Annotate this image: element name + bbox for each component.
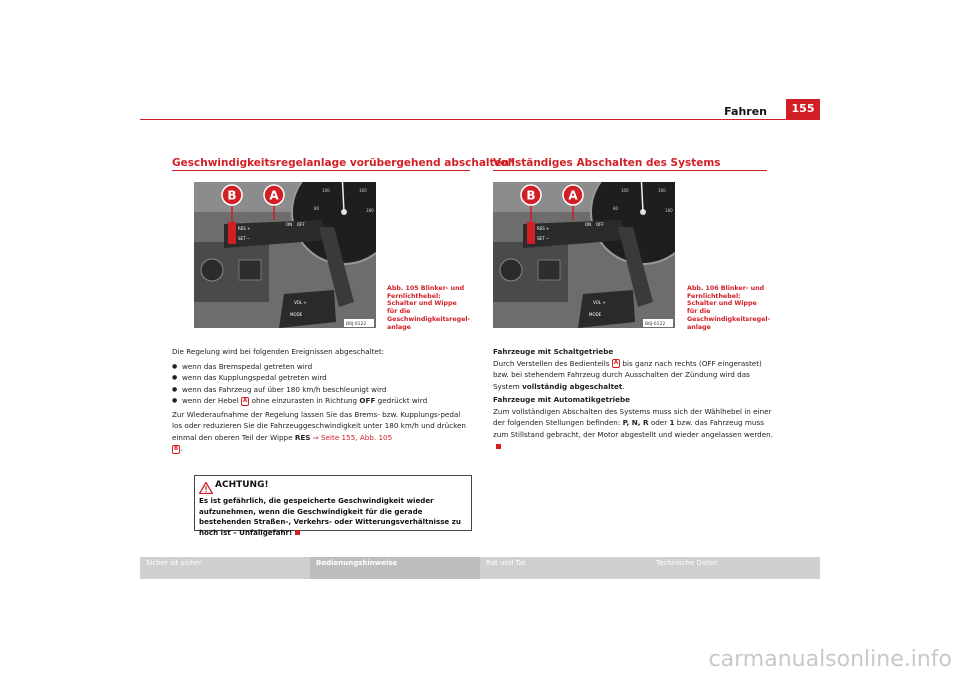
fig105-on: ON [286, 222, 293, 227]
svg-text:180: 180 [366, 208, 374, 213]
svg-text:80: 80 [613, 206, 619, 211]
fig105-vol: VOL + [294, 300, 307, 305]
p1-end: . [622, 381, 625, 391]
warning-title: ACHTUNG! [215, 480, 269, 490]
header-title: Fahren [724, 105, 767, 118]
fig106-label-a: A [568, 188, 578, 203]
fig105-set: SET − [238, 236, 251, 241]
svg-text:160: 160 [658, 188, 666, 193]
fig106-res: RES + [537, 226, 550, 231]
right-body [493, 346, 773, 452]
p2-a: Zum vollständigen Abschalten des Systems muss sich der Wählhebel in einer der folgenden Stellungen befinden: [493, 406, 772, 427]
key-a-badge: A [613, 360, 619, 366]
svg-text:100: 100 [621, 188, 629, 193]
page-number: 155 [786, 99, 820, 119]
key-a-badge: A [243, 397, 248, 404]
bullet4-off: OFF [359, 396, 376, 405]
p2-b: oder [650, 418, 668, 427]
heading-automatic-transmission: Fahrzeuge mit Automatikgetriebe [493, 395, 631, 404]
bullet4-a: wenn der Hebel [182, 396, 239, 405]
figure-106 [493, 182, 675, 328]
fig106-vol: VOL + [593, 300, 606, 305]
bullet4-b: ohne einzurasten in Richtung [251, 396, 358, 405]
fig106-set: SET − [537, 236, 550, 241]
warning-box [194, 475, 472, 537]
svg-text:100: 100 [322, 188, 330, 193]
svg-text:160: 160 [359, 188, 367, 193]
heading-manual-transmission: Fahrzeuge mit Schaltgetriebe [493, 347, 614, 356]
figure-105 [194, 182, 376, 328]
para-a: Zur Wiederaufnahme der Regelung lassen Sie das Brems- bzw. Kupplungs-pedal los oder reduzieren Sie die Fahrzeuggeschwindigkeit unter 180 km/h und drücken einmal den oberen Teil der Wippe [172, 409, 466, 442]
fig106-off: OFF [596, 222, 604, 227]
header-rule [140, 119, 820, 120]
p1-bold: vollständig abgeschaltet [522, 381, 623, 391]
fig106-on: ON [585, 222, 592, 227]
fig105-off: OFF [297, 222, 305, 227]
fig105-code: B6J-0122 [346, 322, 367, 327]
fig105-res: RES + [238, 226, 251, 231]
fig105-label-a: A [269, 188, 279, 203]
section-rule-right [493, 170, 767, 171]
p2-c: bzw. das Fahrzeug muss zum Stillstand gebracht, der Motor abgestellt und wieder angelassen werden. [493, 418, 773, 439]
p1-a: Durch Verstellen des Bedienteils [493, 358, 610, 368]
fig105-mode: MODE [290, 312, 303, 317]
page-reference-link[interactable]: ⇒ Seite 155, Abb. 105 [312, 432, 393, 442]
list-item: ● wenn das Bremspedal getreten wird [172, 361, 470, 373]
left-body [172, 346, 470, 455]
p2-bold1: P, N, R [622, 418, 649, 427]
left-intro: Die Regelung wird bei folgenden Ereignissen abgeschaltet: [172, 347, 385, 356]
warning-text: Es ist gefährlich, die gespeicherte Geschwindigkeit wieder aufzunehmen, wenn die Geschwindigkeit für die gerade bestehenden Straßen-, Verkehrs- oder Witterungsverhältnisse zu hoch ist – Unfallgefahr! [199, 496, 461, 537]
section-title-right: Vollständiges Abschalten des Systems [493, 157, 721, 169]
section-title-left: Geschwindigkeitsregelanlage vorübergehend abschalten* [172, 157, 515, 169]
watermark: carmanualsonline.info [708, 647, 952, 672]
fig106-mode: MODE [589, 312, 602, 317]
section-rule-left [172, 170, 470, 171]
list-item: ● wenn das Fahrzeug auf über 180 km/h beschleunigt wird [172, 384, 470, 396]
p2-bold2: 1 [669, 418, 675, 427]
para-end: . [180, 444, 183, 453]
list-item [172, 395, 470, 407]
fig105-label-b: B [227, 188, 237, 203]
automatic-transmission-paragraph [493, 406, 773, 452]
para-res: RES [294, 432, 311, 442]
p1-b: bis ganz nach rechts (OFF eingerastet) bzw. bei stehendem Fahrzeug durch Ausschalten der Zündung wird das System [493, 358, 762, 391]
figure-105-caption: Abb. 105 Blinker- und Fernlichthebel: Schalter und Wippe für die Geschwindigkeitsregel-anlage [387, 285, 471, 331]
footer-tab-bedienung[interactable]: Bedienungshinweise [310, 557, 480, 579]
svg-text:80: 80 [314, 206, 320, 211]
left-resume-paragraph [172, 409, 470, 455]
fig106-label-b: B [526, 188, 536, 203]
footer-tab-rat[interactable]: Rat und Tat [486, 559, 526, 567]
manual-transmission-paragraph [493, 358, 773, 393]
footer-tab-technik[interactable]: Technische Daten [656, 559, 718, 567]
end-mark-icon [496, 444, 501, 449]
end-mark-icon [295, 530, 300, 535]
svg-text:180: 180 [665, 208, 673, 213]
list-item: ● wenn das Kupplungspedal getreten wird [172, 372, 470, 384]
footer-tab-sicher[interactable]: Sicher ist sicher [146, 559, 202, 567]
figure-106-caption: Abb. 106 Blinker- und Fernlichthebel: Schalter und Wippe für die Geschwindigkeitsregel-anlage [687, 285, 771, 331]
key-b-badge: B [174, 445, 179, 452]
bullet4-c: gedrückt wird [377, 396, 428, 405]
fig106-code: B6J-0122 [645, 322, 666, 327]
